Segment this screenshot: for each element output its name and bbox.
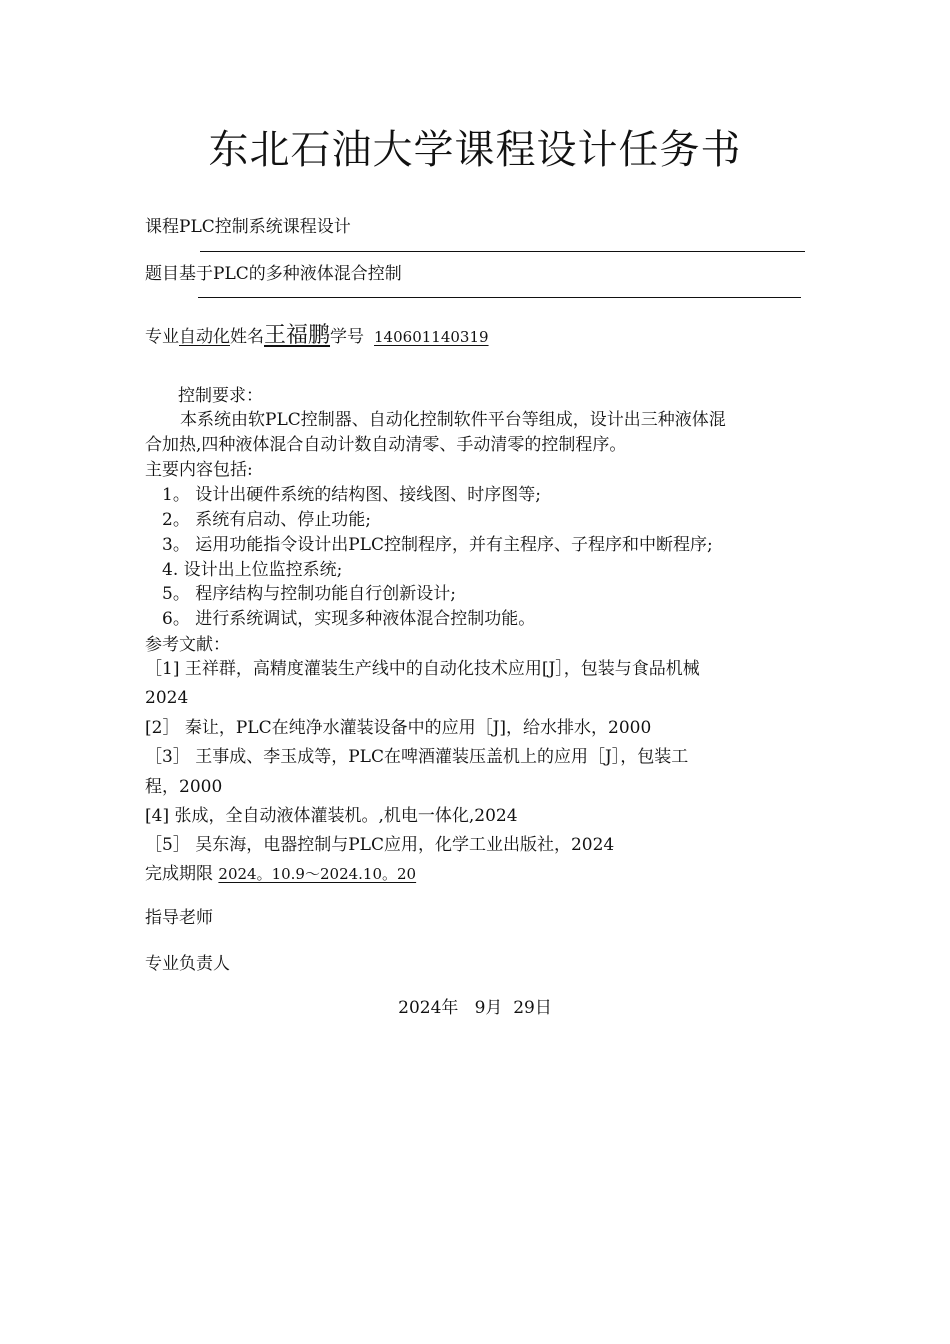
reference-line: [2］ 秦让，PLC在纯净水灌装设备中的应用［J]，给水排水，2000 xyxy=(145,718,652,738)
name-label: 姓名 xyxy=(230,327,264,347)
course-line xyxy=(145,215,351,239)
content-heading: 主要内容包括: xyxy=(145,460,253,480)
requirements-text-2: 合加热,四种液体混合自动计数自动清零、手动清零的控制程序。 xyxy=(145,435,627,455)
course-value: PLC控制系统课程设计 xyxy=(179,217,351,237)
reference-line: ［3］ 王事成、李玉成等，PLC在啤酒灌装压盖机上的应用［J］，包装工 xyxy=(145,747,689,767)
major-label: 专业 xyxy=(145,327,179,347)
topic-value: 基于PLC的多种液体混合控制 xyxy=(179,264,402,284)
student-id: 140601140319 xyxy=(374,328,489,346)
content-item: 3。 运用功能指令设计出PLC控制程序，并有主程序、子程序和中断程序; xyxy=(162,535,713,555)
deadline-label: 完成期限 xyxy=(145,864,213,884)
content-item: 2。 系统有启动、停止功能; xyxy=(162,510,371,530)
course-label: 课程 xyxy=(145,217,179,237)
topic-line xyxy=(145,262,402,286)
topic-label: 题目 xyxy=(145,264,179,284)
advisor-label: 指导老师 xyxy=(145,908,213,928)
content-item: 6。 进行系统调试，实现多种液体混合控制功能。 xyxy=(162,609,536,629)
reference-line: 程，2000 xyxy=(145,777,223,797)
major-value: 自动化 xyxy=(179,327,230,347)
content-item: 4. 设计出上位监控系统; xyxy=(162,560,343,580)
reference-line: [4] 张成，全自动液体灌装机。,机电一体化,2024 xyxy=(145,806,518,826)
student-name: 王福鹏 xyxy=(264,323,331,348)
reference-line: ［5］ 吴东海，电器控制与PLC应用，化学工业出版社，2024 xyxy=(145,835,615,855)
requirements-text-1: 本系统由软PLC控制器、自动化控制软件平台等组成，设计出三种液体混 xyxy=(180,410,726,430)
course-underline xyxy=(200,251,805,252)
reference-line: 2024 xyxy=(145,688,189,708)
document-title: 东北石油大学课程设计任务书 xyxy=(208,127,742,173)
student-info-line xyxy=(145,322,489,351)
content-item: 5。 程序结构与控制功能自行创新设计; xyxy=(162,584,456,604)
id-label: 学号 xyxy=(330,327,365,347)
reference-line: ［1] 王祥群，高精度灌装生产线中的自动化技术应用[J］，包装与食品机械 xyxy=(145,659,700,679)
topic-underline xyxy=(198,297,801,298)
sign-date: 2024年 9月 29日 xyxy=(398,998,552,1018)
head-label: 专业负责人 xyxy=(145,954,230,974)
references-heading: 参考文献： xyxy=(145,635,230,655)
content-item: 1。 设计出硬件系统的结构图、接线图、时序图等; xyxy=(162,485,541,505)
requirements-heading: 控制要求： xyxy=(178,386,263,406)
deadline-value: 2024。10.9～2024.10。20 xyxy=(218,865,417,883)
deadline-line xyxy=(145,862,416,886)
